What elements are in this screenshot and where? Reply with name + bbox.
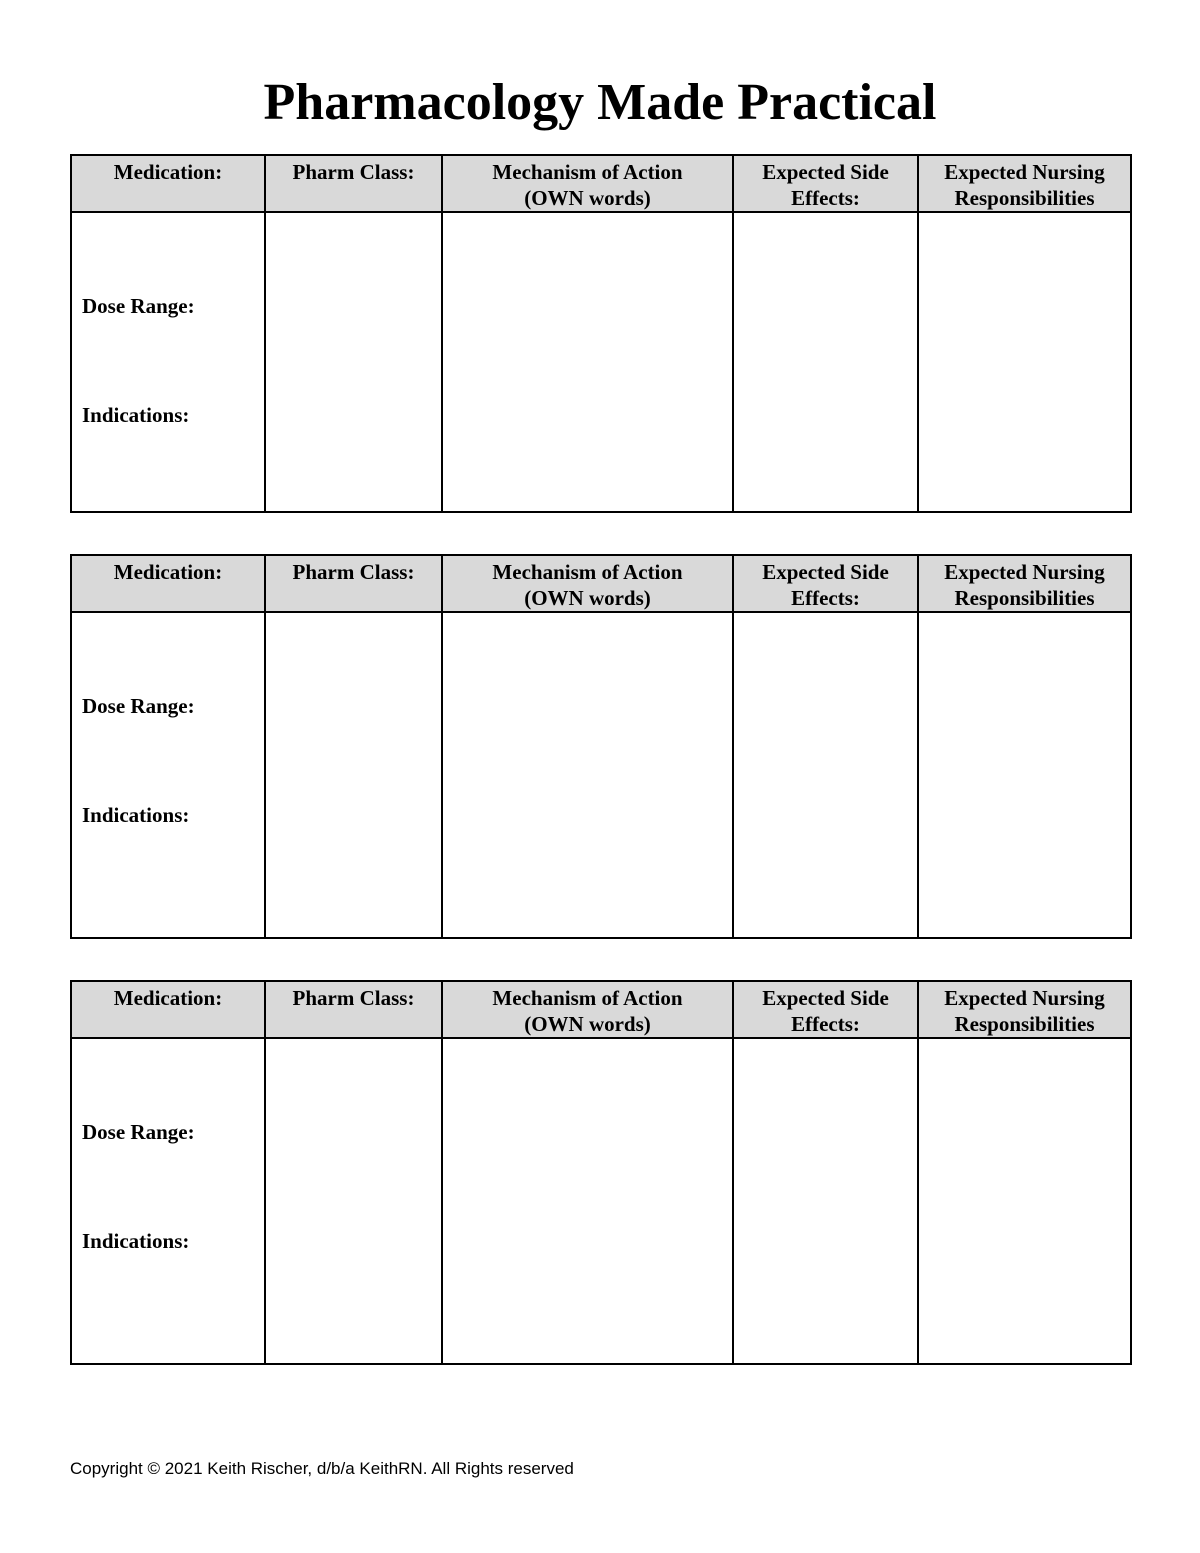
- medication-table-3: [70, 980, 1132, 1365]
- medication-cell[interactable]: [71, 212, 265, 512]
- header-mechanism: Mechanism of Action (OWN words): [442, 981, 733, 1038]
- medication-table-1: [70, 154, 1132, 513]
- dose-range-label: Dose Range:: [82, 1120, 195, 1144]
- entry-row: [71, 1038, 1131, 1364]
- entry-row: [71, 612, 1131, 938]
- header-side-effects: Expected Side Effects:: [733, 981, 918, 1038]
- medication-cell[interactable]: [71, 1038, 265, 1364]
- header-row: [71, 981, 1131, 1038]
- header-nursing: Expected Nursing Responsibilities: [918, 555, 1131, 612]
- pharm-class-cell[interactable]: [265, 1038, 442, 1364]
- header-mechanism: Mechanism of Action (OWN words): [442, 555, 733, 612]
- header-medication: Medication:: [71, 155, 265, 212]
- indications-label: Indications:: [82, 1229, 190, 1253]
- nursing-cell[interactable]: [918, 612, 1131, 938]
- nursing-cell[interactable]: [918, 212, 1131, 512]
- header-pharm-class: Pharm Class:: [265, 155, 442, 212]
- header-medication: Medication:: [71, 555, 265, 612]
- pharm-class-cell[interactable]: [265, 612, 442, 938]
- header-pharm-class: Pharm Class:: [265, 981, 442, 1038]
- side-effects-cell[interactable]: [733, 612, 918, 938]
- indications-label: Indications:: [82, 803, 190, 827]
- page-title: Pharmacology Made Practical: [263, 74, 937, 131]
- header-nursing: Expected Nursing Responsibilities: [918, 155, 1131, 212]
- header-pharm-class: Pharm Class:: [265, 555, 442, 612]
- mechanism-cell[interactable]: [442, 612, 733, 938]
- header-mechanism: Mechanism of Action (OWN words): [442, 155, 733, 212]
- dose-range-label: Dose Range:: [82, 294, 195, 318]
- header-medication: Medication:: [71, 981, 265, 1038]
- side-effects-cell[interactable]: [733, 212, 918, 512]
- copyright-footer: Copyright © 2021 Keith Rischer, d/b/a KeithRN. All Rights reserved: [70, 1459, 574, 1478]
- header-row: [71, 555, 1131, 612]
- header-side-effects: Expected Side Effects:: [733, 555, 918, 612]
- pharm-class-cell[interactable]: [265, 212, 442, 512]
- medication-cell[interactable]: [71, 612, 265, 938]
- dose-range-label: Dose Range:: [82, 694, 195, 718]
- header-row: [71, 155, 1131, 212]
- header-side-effects: Expected Side Effects:: [733, 155, 918, 212]
- entry-row: [71, 212, 1131, 512]
- nursing-cell[interactable]: [918, 1038, 1131, 1364]
- medication-table-2: [70, 554, 1132, 939]
- mechanism-cell[interactable]: [442, 1038, 733, 1364]
- header-nursing: Expected Nursing Responsibilities: [918, 981, 1131, 1038]
- mechanism-cell[interactable]: [442, 212, 733, 512]
- side-effects-cell[interactable]: [733, 1038, 918, 1364]
- indications-label: Indications:: [82, 403, 190, 427]
